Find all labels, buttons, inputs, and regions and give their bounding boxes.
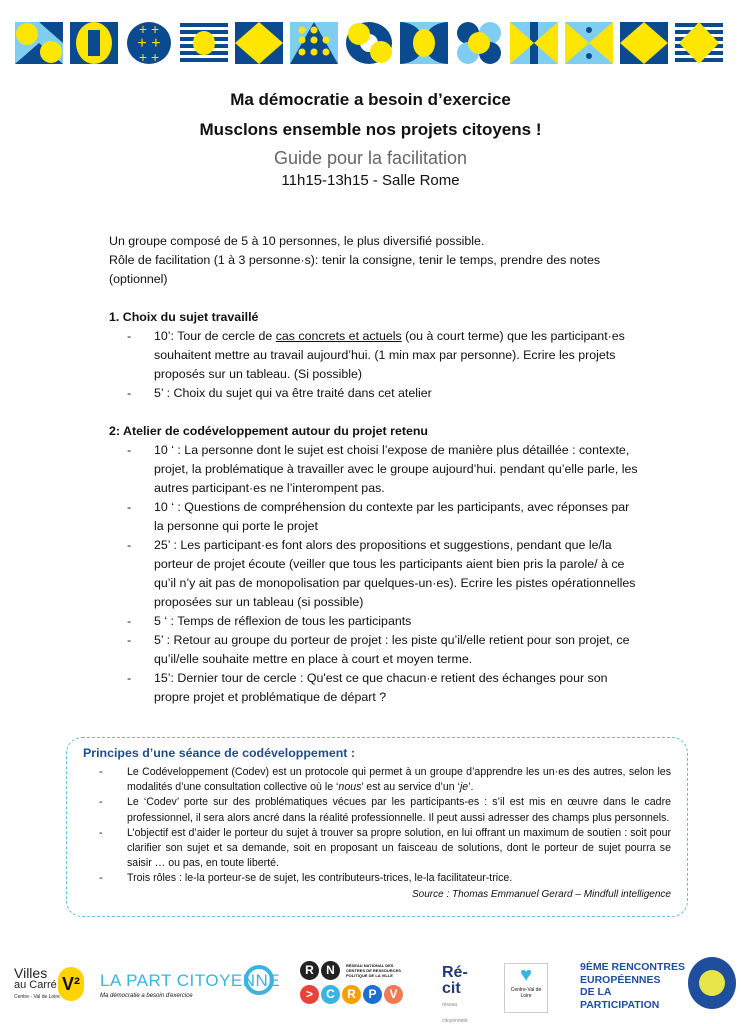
logo-tagline: Ma démocratie a besoin d'exercice xyxy=(100,993,193,999)
principle-item: - Le ‘Codev’ porte sur des problématiques vécues par les participants-es : s’il est mis en œuvre dans le cadre professionnel, il sera alors ancré dans la réalité professionnelle. Il peut aussi adresser des champs plus personnels. xyxy=(99,796,671,824)
logo-rn-text: RÉSEAU NATIONAL DES CENTRES DE RESSOURCES POLITIQUE DE LA VILLE xyxy=(346,963,401,978)
banner-tile-icon xyxy=(565,22,613,64)
logo-la-part-citoyenne: LA PART CITOYENNE xyxy=(100,971,281,990)
time-location: 11h15-13h15 - Salle Rome xyxy=(281,172,460,189)
section-1-title: 1. Choix du sujet travaillé xyxy=(109,310,259,324)
principle-item: - Le Codéveloppement (Codev) est un protocole qui permet à un groupe d’apprendre les un·es des autres, selon les modalités d’une consultation collective où le ‘nous’ est au service d’un ‘je’. xyxy=(99,766,671,794)
list-item: - 5 ‘ : Temps de réflexion de tous les participants xyxy=(127,614,412,628)
principle-item: - Trois rôles : le-la porteur-se de sujet, les contributeurs-trices, le-la facilitateur-trice. xyxy=(99,872,513,885)
decorative-banner xyxy=(15,22,723,64)
logo-letter: N xyxy=(321,961,340,980)
banner-tile-icon xyxy=(15,22,63,64)
svg-text:+ +: + + xyxy=(138,22,160,37)
intro-line: Un groupe composé de 5 à 10 personnes, le plus diversifié possible. xyxy=(109,234,485,248)
title-line-2: Musclons ensemble nos projets citoyens ! xyxy=(199,120,542,139)
principles-box xyxy=(66,737,688,917)
banner-tile-icon xyxy=(400,22,448,64)
logo-circle-icon xyxy=(244,965,274,995)
subtitle: Guide pour la facilitation xyxy=(273,148,468,168)
logo-recit: Ré-cit réseau citoyenneté xyxy=(442,964,468,1024)
principle-item: - L’objectif est d’aider le porteur du sujet à trouver sa propre solution, en lui offrant un maximum de soutien : soit pour clarifier son sujet et sa demande, soit en proposant un faisceau de solutions, dont le porteur de sujet pourra se saisir … ou pas, en toute liberté. xyxy=(99,826,671,870)
partner-logos xyxy=(0,955,741,1024)
svg-text:+ +: + + xyxy=(138,49,160,64)
svg-text:+ +: + + xyxy=(137,35,161,52)
logo-letter: > xyxy=(300,985,319,1004)
logo-europe-circle xyxy=(688,957,736,1009)
list-item: - 5’ : Retour au groupe du porteur de projet : les piste qu’il/elle retient pour son projet, ce qu’il/elle souhaite mettre en place à court et moyen terme. xyxy=(127,633,630,666)
logo-v2-mark: V² xyxy=(58,967,84,1001)
banner-tile-icon xyxy=(510,22,558,64)
principles-title: Principes d’une séance de codéveloppement : xyxy=(83,746,355,760)
logo-letter: R xyxy=(300,961,319,980)
banner-tile-icon xyxy=(345,22,393,64)
logo-letter: V xyxy=(384,985,403,1004)
list-item: - 10 ‘ : Questions de compréhension du contexte par les participants, avec réponses par la personne qui porte le projet xyxy=(127,500,630,533)
intro-line: Rôle de facilitation (1 à 3 personne·s): tenir la consigne, tenir le temps, prendre des notes (optionnel) xyxy=(109,253,601,286)
logo-rencontres: 9ÈME RENCONTRES EUROPÉENNES DE LA PARTICIPATION xyxy=(580,961,686,1011)
source-citation: Source : Thomas Emmanuel Gerard – Mindfull intelligence xyxy=(411,888,671,900)
logo-letter: P xyxy=(363,985,382,1004)
logo-region-centre: ♥ Centre-Val de Loire xyxy=(504,963,548,1013)
banner-tile-icon xyxy=(70,22,118,64)
list-item: - 5’ : Choix du sujet qui va être traité dans cet atelier xyxy=(127,386,432,400)
banner-tile-icon xyxy=(180,22,228,64)
list-item: - 10’: Tour de cercle de cas concrets et actuels (ou à court terme) que les participant·es souhaitent mettre au travail aujourd’hui. (1 min max par personne). Ecrire les projets proposés sur un tableau. (Si possible) xyxy=(127,329,625,381)
document-body xyxy=(109,232,639,707)
logo-villes-au-carre: Villes au Carré Centre - Val de Loire xyxy=(14,965,60,1000)
list-item: - 25’ : Les participant·es font alors des propositions et suggestions, pendant que le/la porteur de projet écoute (veiller que tous les participants aient bien pris la parole/ à ce qu’il n’y ait pas de monopolisation par quelques-un·es). Ecrire les pistes opérationnelles proposées sur un tableau (si possible) xyxy=(127,538,636,609)
banner-tile-icon xyxy=(620,22,668,64)
banner-tile-icon xyxy=(125,22,173,64)
list-item: - 10 ‘ : La personne dont le sujet est choisi l’expose de manière plus détaillée : contexte, projet, la problématique à travailler avec le groupe aujourd’hui. pendant qu’elle parle, les autres participant·es ne l’interompent pas. xyxy=(127,443,638,495)
list-item: - 15’: Dernier tour de cercle : Qu'est ce que chacun·e retient des échanges pour son propre projet et problématique de départ ? xyxy=(127,671,608,704)
banner-tile-icon xyxy=(290,22,338,64)
logo-letter: C xyxy=(321,985,340,1004)
logo-letter: R xyxy=(342,985,361,1004)
section-2-title: 2: Atelier de codéveloppement autour du projet retenu xyxy=(109,424,428,438)
title-line-1: Ma démocratie a besoin d’exercice xyxy=(230,90,511,109)
banner-tile-icon xyxy=(235,22,283,64)
banner-tile-icon xyxy=(675,22,723,64)
banner-tile-icon xyxy=(455,22,503,64)
